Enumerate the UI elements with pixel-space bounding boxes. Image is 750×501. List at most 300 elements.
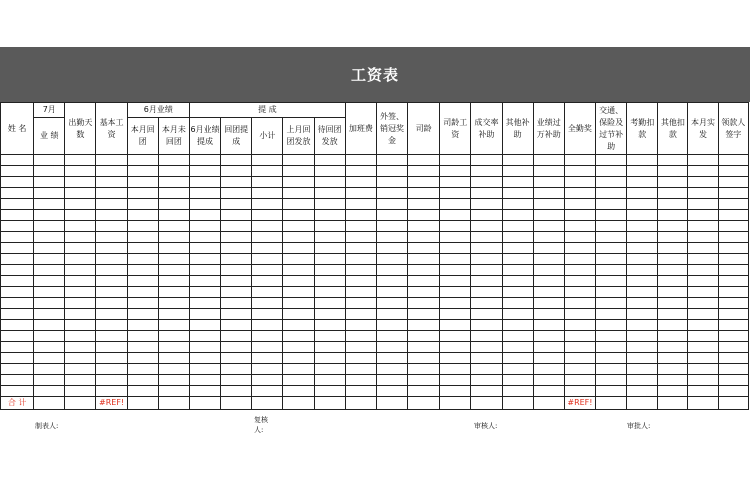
table-cell[interactable] xyxy=(658,177,688,188)
table-cell[interactable] xyxy=(627,177,658,188)
table-cell[interactable] xyxy=(718,166,748,177)
table-cell[interactable] xyxy=(283,210,314,221)
table-cell[interactable] xyxy=(408,155,440,166)
table-cell[interactable] xyxy=(658,265,688,276)
table-cell[interactable] xyxy=(718,221,748,232)
table-cell[interactable] xyxy=(65,353,96,364)
table-cell[interactable] xyxy=(283,276,314,287)
table-cell[interactable] xyxy=(502,375,533,386)
table-cell[interactable] xyxy=(314,210,345,221)
table-cell[interactable] xyxy=(345,298,376,309)
table-cell[interactable] xyxy=(533,397,564,410)
table-cell[interactable] xyxy=(658,276,688,287)
table-cell[interactable] xyxy=(718,331,748,342)
table-cell[interactable] xyxy=(533,386,564,397)
table-cell[interactable] xyxy=(688,397,718,410)
table-cell[interactable] xyxy=(596,243,627,254)
table-cell[interactable] xyxy=(596,287,627,298)
table-cell[interactable] xyxy=(596,320,627,331)
table-cell[interactable] xyxy=(345,265,376,276)
table-cell[interactable] xyxy=(440,177,471,188)
table-cell[interactable] xyxy=(65,265,96,276)
table-cell[interactable] xyxy=(596,364,627,375)
table-cell[interactable] xyxy=(627,320,658,331)
table-cell[interactable] xyxy=(564,210,595,221)
table-cell[interactable] xyxy=(376,254,407,265)
table-cell[interactable] xyxy=(221,166,252,177)
table-cell[interactable] xyxy=(564,188,595,199)
table-cell[interactable] xyxy=(158,210,189,221)
table-cell[interactable] xyxy=(376,287,407,298)
table-cell[interactable] xyxy=(718,188,748,199)
table-cell[interactable] xyxy=(376,166,407,177)
table-cell[interactable] xyxy=(314,254,345,265)
table-cell[interactable] xyxy=(283,386,314,397)
table-cell[interactable] xyxy=(65,155,96,166)
table-cell[interactable] xyxy=(471,342,502,353)
table-cell[interactable] xyxy=(718,199,748,210)
table-cell[interactable] xyxy=(471,254,502,265)
table-cell[interactable] xyxy=(127,287,158,298)
table-cell[interactable] xyxy=(345,177,376,188)
table-cell[interactable] xyxy=(440,210,471,221)
table-cell[interactable] xyxy=(1,331,34,342)
table-cell[interactable] xyxy=(658,331,688,342)
table-cell[interactable] xyxy=(688,221,718,232)
table-cell[interactable] xyxy=(127,331,158,342)
table-cell[interactable] xyxy=(221,342,252,353)
table-cell[interactable] xyxy=(65,309,96,320)
table-cell[interactable] xyxy=(65,254,96,265)
table-cell[interactable] xyxy=(158,287,189,298)
table-cell[interactable] xyxy=(96,386,127,397)
table-cell[interactable] xyxy=(471,210,502,221)
table-cell[interactable] xyxy=(564,375,595,386)
table-cell[interactable] xyxy=(252,166,283,177)
table-cell[interactable] xyxy=(314,298,345,309)
table-cell[interactable] xyxy=(34,309,65,320)
table-cell[interactable] xyxy=(127,397,158,410)
table-cell[interactable] xyxy=(471,243,502,254)
table-cell[interactable] xyxy=(221,320,252,331)
table-cell[interactable] xyxy=(189,199,220,210)
table-cell[interactable] xyxy=(127,166,158,177)
table-cell[interactable] xyxy=(158,166,189,177)
table-cell[interactable] xyxy=(440,353,471,364)
table-cell[interactable] xyxy=(376,221,407,232)
table-cell[interactable] xyxy=(1,210,34,221)
table-cell[interactable] xyxy=(189,298,220,309)
table-cell[interactable] xyxy=(1,342,34,353)
table-cell[interactable] xyxy=(440,309,471,320)
table-cell[interactable] xyxy=(158,188,189,199)
table-cell[interactable] xyxy=(1,243,34,254)
table-cell[interactable] xyxy=(564,166,595,177)
table-cell[interactable] xyxy=(471,221,502,232)
table-cell[interactable] xyxy=(252,298,283,309)
table-cell[interactable] xyxy=(658,221,688,232)
table-cell[interactable] xyxy=(718,177,748,188)
table-cell[interactable] xyxy=(564,320,595,331)
table-cell[interactable] xyxy=(408,320,440,331)
table-cell[interactable] xyxy=(658,342,688,353)
table-cell[interactable] xyxy=(688,166,718,177)
table-cell[interactable] xyxy=(408,265,440,276)
table-cell[interactable] xyxy=(408,386,440,397)
table-cell[interactable] xyxy=(96,276,127,287)
table-cell[interactable] xyxy=(127,298,158,309)
table-cell[interactable] xyxy=(221,232,252,243)
table-cell[interactable] xyxy=(502,210,533,221)
table-cell[interactable] xyxy=(1,298,34,309)
table-cell[interactable] xyxy=(34,331,65,342)
table-cell[interactable] xyxy=(440,155,471,166)
table-cell[interactable] xyxy=(34,265,65,276)
table-cell[interactable] xyxy=(252,188,283,199)
table-cell[interactable] xyxy=(564,254,595,265)
table-cell[interactable] xyxy=(314,188,345,199)
table-cell[interactable] xyxy=(283,331,314,342)
table-cell[interactable] xyxy=(96,331,127,342)
table-cell[interactable] xyxy=(65,210,96,221)
table-cell[interactable] xyxy=(533,375,564,386)
table-cell[interactable] xyxy=(314,342,345,353)
table-cell[interactable] xyxy=(533,353,564,364)
table-cell[interactable] xyxy=(440,254,471,265)
table-cell[interactable] xyxy=(627,232,658,243)
table-cell[interactable] xyxy=(252,320,283,331)
table-cell[interactable] xyxy=(471,166,502,177)
table-cell[interactable] xyxy=(283,177,314,188)
table-cell[interactable] xyxy=(718,309,748,320)
table-cell[interactable] xyxy=(345,155,376,166)
table-cell[interactable] xyxy=(376,397,407,410)
table-cell[interactable] xyxy=(718,232,748,243)
table-cell[interactable] xyxy=(34,221,65,232)
table-cell[interactable] xyxy=(533,199,564,210)
table-cell[interactable] xyxy=(533,364,564,375)
table-cell[interactable] xyxy=(252,243,283,254)
table-cell[interactable] xyxy=(221,375,252,386)
table-cell[interactable] xyxy=(688,199,718,210)
table-cell[interactable] xyxy=(158,386,189,397)
table-cell[interactable] xyxy=(376,276,407,287)
table-cell[interactable] xyxy=(596,210,627,221)
table-cell[interactable] xyxy=(502,397,533,410)
table-cell[interactable] xyxy=(252,210,283,221)
table-cell[interactable] xyxy=(533,254,564,265)
table-cell[interactable] xyxy=(345,221,376,232)
table-cell[interactable] xyxy=(564,342,595,353)
table-cell[interactable] xyxy=(408,331,440,342)
table-cell[interactable] xyxy=(376,386,407,397)
table-cell[interactable] xyxy=(127,254,158,265)
table-cell[interactable] xyxy=(376,364,407,375)
table-cell[interactable] xyxy=(158,353,189,364)
table-cell[interactable] xyxy=(283,155,314,166)
table-cell[interactable] xyxy=(471,320,502,331)
table-cell[interactable] xyxy=(376,188,407,199)
table-cell[interactable] xyxy=(502,232,533,243)
table-cell[interactable] xyxy=(564,364,595,375)
table-cell[interactable] xyxy=(283,375,314,386)
table-cell[interactable] xyxy=(471,386,502,397)
table-cell[interactable] xyxy=(34,188,65,199)
table-cell[interactable] xyxy=(221,243,252,254)
table-cell[interactable] xyxy=(34,177,65,188)
table-cell[interactable] xyxy=(127,265,158,276)
table-cell[interactable] xyxy=(127,276,158,287)
table-cell[interactable] xyxy=(688,155,718,166)
table-cell[interactable] xyxy=(314,243,345,254)
table-cell[interactable] xyxy=(564,353,595,364)
table-cell[interactable] xyxy=(440,342,471,353)
table-cell[interactable] xyxy=(533,243,564,254)
table-cell[interactable] xyxy=(376,199,407,210)
table-cell[interactable] xyxy=(96,166,127,177)
table-cell[interactable] xyxy=(502,353,533,364)
table-cell[interactable] xyxy=(658,166,688,177)
table-cell[interactable] xyxy=(408,199,440,210)
table-cell[interactable] xyxy=(376,232,407,243)
table-cell[interactable] xyxy=(158,177,189,188)
table-cell[interactable] xyxy=(471,155,502,166)
table-cell[interactable] xyxy=(376,177,407,188)
table-cell[interactable] xyxy=(158,298,189,309)
table-cell[interactable] xyxy=(314,177,345,188)
table-cell[interactable] xyxy=(502,199,533,210)
table-cell[interactable] xyxy=(718,342,748,353)
table-cell[interactable] xyxy=(627,298,658,309)
table-cell[interactable] xyxy=(471,287,502,298)
table-cell[interactable] xyxy=(658,254,688,265)
table-cell[interactable] xyxy=(1,177,34,188)
table-cell[interactable] xyxy=(658,386,688,397)
table-cell[interactable] xyxy=(688,353,718,364)
table-cell[interactable] xyxy=(688,320,718,331)
table-cell[interactable] xyxy=(345,199,376,210)
table-cell[interactable] xyxy=(65,298,96,309)
table-cell[interactable] xyxy=(345,375,376,386)
table-cell[interactable] xyxy=(283,166,314,177)
table-cell[interactable] xyxy=(627,331,658,342)
table-cell[interactable] xyxy=(252,375,283,386)
table-cell[interactable] xyxy=(502,386,533,397)
table-cell[interactable] xyxy=(314,397,345,410)
table-cell[interactable] xyxy=(65,364,96,375)
table-cell[interactable] xyxy=(408,166,440,177)
table-cell[interactable] xyxy=(34,254,65,265)
table-cell[interactable] xyxy=(596,386,627,397)
table-cell[interactable] xyxy=(440,386,471,397)
table-cell[interactable] xyxy=(502,166,533,177)
table-cell[interactable] xyxy=(502,320,533,331)
table-cell[interactable] xyxy=(221,221,252,232)
table-cell[interactable] xyxy=(627,243,658,254)
table-cell[interactable] xyxy=(34,386,65,397)
table-cell[interactable] xyxy=(688,375,718,386)
table-cell[interactable] xyxy=(596,188,627,199)
table-cell[interactable] xyxy=(596,309,627,320)
table-cell[interactable] xyxy=(314,265,345,276)
table-cell[interactable] xyxy=(408,353,440,364)
table-cell[interactable] xyxy=(65,276,96,287)
table-cell[interactable] xyxy=(408,287,440,298)
table-cell[interactable] xyxy=(376,342,407,353)
table-cell[interactable] xyxy=(1,166,34,177)
table-cell[interactable] xyxy=(96,364,127,375)
table-cell[interactable] xyxy=(127,364,158,375)
table-cell[interactable] xyxy=(65,243,96,254)
table-cell[interactable] xyxy=(502,276,533,287)
table-cell[interactable] xyxy=(533,331,564,342)
table-cell[interactable] xyxy=(65,199,96,210)
table-cell[interactable] xyxy=(252,397,283,410)
table-cell[interactable] xyxy=(688,210,718,221)
table-cell[interactable] xyxy=(314,320,345,331)
table-cell[interactable] xyxy=(688,342,718,353)
table-cell[interactable] xyxy=(34,364,65,375)
table-cell[interactable] xyxy=(471,276,502,287)
table-cell[interactable] xyxy=(189,342,220,353)
table-cell[interactable] xyxy=(127,375,158,386)
table-cell[interactable] xyxy=(158,254,189,265)
table-cell[interactable] xyxy=(1,320,34,331)
table-cell[interactable] xyxy=(252,287,283,298)
table-cell[interactable] xyxy=(96,155,127,166)
table-cell[interactable] xyxy=(221,276,252,287)
table-cell[interactable] xyxy=(252,199,283,210)
table-cell[interactable] xyxy=(314,386,345,397)
table-cell[interactable] xyxy=(596,375,627,386)
table-cell[interactable] xyxy=(189,232,220,243)
table-cell[interactable] xyxy=(564,177,595,188)
table-cell[interactable] xyxy=(408,177,440,188)
table-cell[interactable] xyxy=(221,210,252,221)
table-cell[interactable] xyxy=(221,155,252,166)
table-cell[interactable] xyxy=(283,364,314,375)
table-cell[interactable] xyxy=(1,221,34,232)
table-cell[interactable] xyxy=(471,232,502,243)
table-cell[interactable] xyxy=(408,232,440,243)
table-cell[interactable] xyxy=(471,397,502,410)
table-cell[interactable] xyxy=(252,221,283,232)
table-cell[interactable] xyxy=(283,243,314,254)
table-cell[interactable] xyxy=(533,221,564,232)
table-cell[interactable] xyxy=(283,265,314,276)
table-cell[interactable] xyxy=(440,221,471,232)
table-cell[interactable] xyxy=(189,375,220,386)
table-cell[interactable] xyxy=(96,320,127,331)
table-cell[interactable] xyxy=(189,353,220,364)
table-cell[interactable] xyxy=(189,331,220,342)
table-cell[interactable] xyxy=(718,386,748,397)
table-cell[interactable] xyxy=(96,375,127,386)
table-cell[interactable] xyxy=(1,287,34,298)
table-cell[interactable] xyxy=(158,364,189,375)
table-cell[interactable] xyxy=(158,232,189,243)
table-cell[interactable] xyxy=(34,232,65,243)
table-cell[interactable] xyxy=(471,177,502,188)
table-cell[interactable] xyxy=(65,375,96,386)
table-cell[interactable] xyxy=(127,309,158,320)
table-cell[interactable] xyxy=(189,166,220,177)
table-cell[interactable] xyxy=(502,265,533,276)
table-cell[interactable] xyxy=(658,298,688,309)
table-cell[interactable] xyxy=(65,177,96,188)
table-cell[interactable] xyxy=(34,276,65,287)
table-cell[interactable] xyxy=(440,265,471,276)
table-cell[interactable] xyxy=(502,331,533,342)
table-cell[interactable] xyxy=(688,287,718,298)
table-cell[interactable] xyxy=(252,254,283,265)
table-cell[interactable] xyxy=(345,364,376,375)
table-cell[interactable] xyxy=(564,265,595,276)
table-cell[interactable] xyxy=(440,298,471,309)
table-cell[interactable] xyxy=(658,155,688,166)
table-cell[interactable] xyxy=(1,309,34,320)
table-cell[interactable] xyxy=(189,254,220,265)
table-cell[interactable] xyxy=(627,265,658,276)
table-cell[interactable] xyxy=(283,397,314,410)
table-cell[interactable] xyxy=(408,342,440,353)
table-cell[interactable] xyxy=(221,364,252,375)
table-cell[interactable] xyxy=(440,375,471,386)
table-cell[interactable] xyxy=(314,221,345,232)
table-cell[interactable] xyxy=(718,155,748,166)
table-cell[interactable] xyxy=(127,177,158,188)
table-cell[interactable] xyxy=(533,309,564,320)
table-cell[interactable] xyxy=(221,397,252,410)
table-cell[interactable] xyxy=(65,331,96,342)
table-cell[interactable] xyxy=(189,397,220,410)
table-cell[interactable] xyxy=(718,375,748,386)
table-cell[interactable] xyxy=(627,375,658,386)
table-cell[interactable] xyxy=(718,243,748,254)
table-cell[interactable] xyxy=(65,232,96,243)
table-cell[interactable] xyxy=(688,386,718,397)
table-cell[interactable] xyxy=(283,320,314,331)
table-cell[interactable] xyxy=(596,265,627,276)
table-cell[interactable] xyxy=(471,298,502,309)
table-cell[interactable] xyxy=(658,199,688,210)
table-cell[interactable] xyxy=(533,342,564,353)
table-cell[interactable] xyxy=(34,287,65,298)
table-cell[interactable] xyxy=(596,177,627,188)
table-cell[interactable] xyxy=(718,320,748,331)
table-cell[interactable] xyxy=(314,155,345,166)
table-cell[interactable] xyxy=(688,254,718,265)
table-cell[interactable] xyxy=(408,210,440,221)
table-cell[interactable] xyxy=(127,232,158,243)
table-cell[interactable] xyxy=(252,232,283,243)
table-cell[interactable] xyxy=(189,364,220,375)
table-cell[interactable] xyxy=(440,331,471,342)
table-cell[interactable] xyxy=(345,287,376,298)
table-cell[interactable] xyxy=(502,155,533,166)
table-cell[interactable] xyxy=(688,188,718,199)
table-cell[interactable] xyxy=(627,342,658,353)
table-cell[interactable] xyxy=(502,342,533,353)
table-cell[interactable] xyxy=(596,397,627,410)
table-cell[interactable] xyxy=(533,188,564,199)
table-cell[interactable] xyxy=(440,188,471,199)
table-cell[interactable] xyxy=(189,177,220,188)
table-cell[interactable] xyxy=(158,309,189,320)
table-cell[interactable] xyxy=(471,353,502,364)
table-cell[interactable] xyxy=(221,309,252,320)
table-cell[interactable] xyxy=(34,298,65,309)
